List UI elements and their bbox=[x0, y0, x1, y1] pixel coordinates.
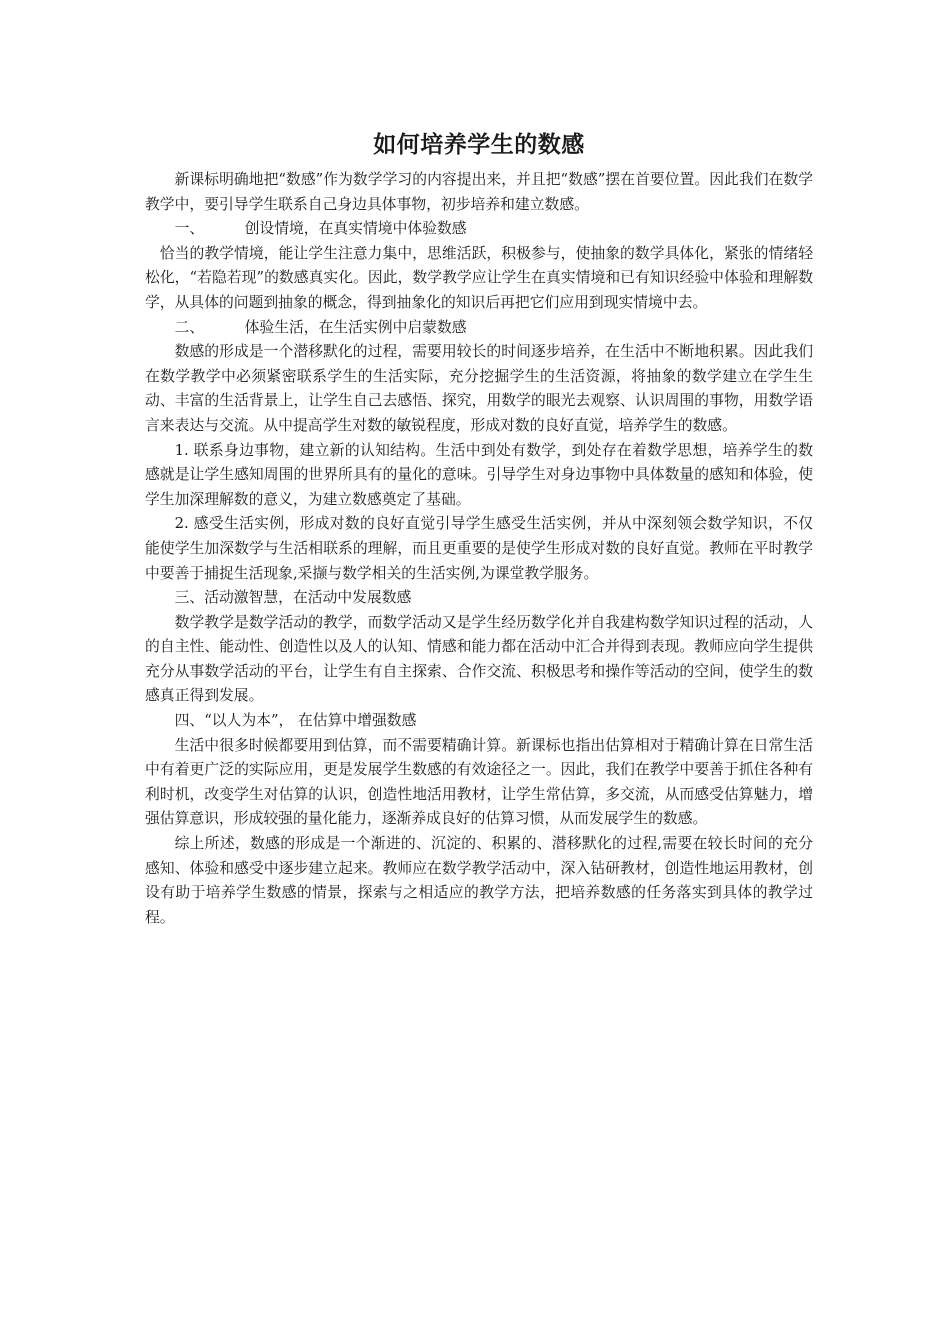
section-2-item-1: 1. 联系身边事物，建立新的认知结构。生活中到处有数学，到处存在着数学思想，培养学生的数感就是让学生感知周围的世界所具有的量化的意味。引导学生对身边事物中具体数量的感知和体验，使学生加深理解数的意义，为建立数感奠定了基础。 bbox=[145, 441, 813, 508]
section-2-body: 数感的形成是一个潜移默化的过程，需要用较长的时间逐步培养，在生活中不断地积累。因此我们在数学教学中必须紧密联系学生的生活实际，充分挖掘学生的生活资源，将抽象的数学建立在学生生动、丰富的生活背景上，让学生自己去感悟、探究，用数学的眼光去观察、认识周围的事物，用数学语言来表达与交流。从中提高学生对数的敏锐程度，形成对数的良好直觉，培养学生的数感。 bbox=[145, 343, 813, 434]
section-3-body: 数学教学是数学活动的教学，而数学活动又是学生经历数学化并自我建构数学知识过程的活动，人的自主性、能动性、创造性以及人的认知、情感和能力都在活动中汇合并得到表现。教师应向学生提供充分从事数学活动的平台，让学生有自主探索、合作交流、积极思考和操作等活动的空间，使学生的数感真正得到发展。 bbox=[145, 613, 813, 705]
section-1-heading bbox=[145, 217, 813, 242]
section-4-body: 生活中很多时候都要用到估算，而不需要精确计算。新课标也指出估算相对于精确计算在日常生活中有着更广泛的实际应用，更是发展学生数感的有效途径之一。因此，我们在教学中要善于抓住各种有利时机，改变学生对估算的认识，创造性地活用教材，让学生常估算，多交流，从而感受估算魅力，增强估算意识，形成较强的量化能力，逐渐养成良好的估算习惯，从而发展学生的数感。 bbox=[145, 736, 813, 828]
section-2-item-2: 2. 感受生活实例，形成对数的良好直觉引导学生感受生活实例，并从中深刻领会数学知识，不仅能使学生加深数学与生活相联系的理解，而且更重要的是使学生形成对数的良好直觉。教师在平时教学中要善于捕捉生活现象,采撷与数学相关的生活实例,为课堂教学服务。 bbox=[145, 515, 813, 582]
section-2-number: 二、 bbox=[174, 318, 205, 336]
page-title: 如何培养学生的数感 bbox=[373, 132, 585, 158]
section-1-number: 一、 bbox=[174, 220, 205, 238]
section-4-heading: 四、“以人为本”， 在估算中增强数感 bbox=[174, 712, 417, 730]
document-content bbox=[145, 128, 813, 930]
section-2-heading bbox=[145, 316, 813, 341]
conclusion-paragraph: 综上所述，数感的形成是一个渐进的、沉淀的、积累的、潜移默化的过程,需要在较长时间的充分感知、体验和感受中逐步建立起来。教师应在数学教学活动中，深入钻研教材，创造性地运用教材，创设有助于培养学生数感的情景，探索与之相适应的教学方法，把培养数感的任务落实到具体的教学过程。 bbox=[145, 835, 813, 926]
intro-paragraph: 新课标明确地把“数感”作为数学学习的内容提出来，并且把“数感”摆在首要位置。因此我们在数学教学中，要引导学生联系自己身边具体事物，初步培养和建立数感。 bbox=[145, 171, 813, 213]
section-2-title: 体验生活，在生活实例中启蒙数感 bbox=[244, 318, 467, 336]
section-1-body: 恰当的教学情境，能让学生注意力集中，思维活跃，积极参与，使抽象的数学具体化，紧张的情绪轻松化，“若隐若现”的数感真实化。因此，数学教学应让学生在真实情境和已有知识经验中体验和理解数学，从具体的问题到抽象的概念，得到抽象化的知识后再把它们应用到现实情境中去。 bbox=[145, 244, 813, 311]
section-1-title: 创设情境，在真实情境中体验数感 bbox=[244, 220, 467, 238]
section-3-heading: 三、活动激智慧，在活动中发展数感 bbox=[174, 589, 412, 607]
